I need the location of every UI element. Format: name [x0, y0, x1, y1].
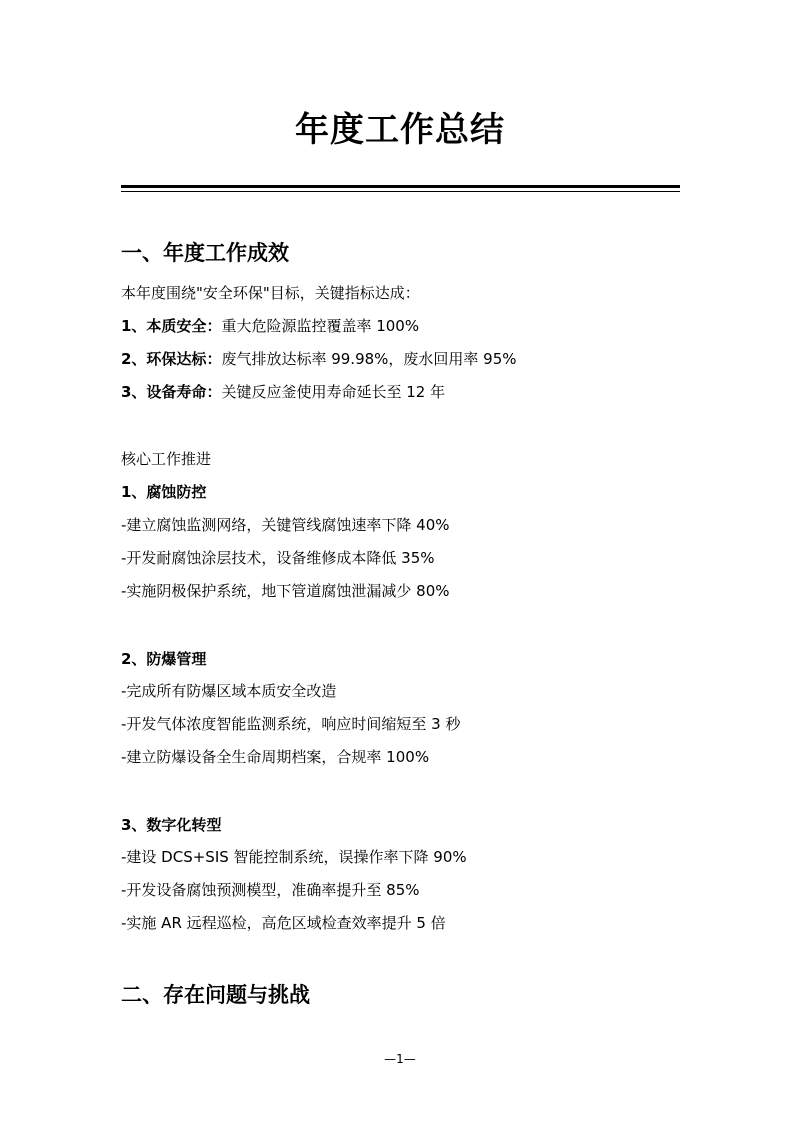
title-rule-thick [121, 185, 680, 188]
kpi-item [121, 314, 419, 338]
list-item: -建立防爆设备全生命周期档案，合规率 100% [121, 748, 430, 766]
kpi-text: 关键反应釜使用寿命延长至 12 年 [221, 383, 446, 401]
kpi-label: 2、环保达标： [121, 350, 222, 368]
list-item: -实施阴极保护系统，地下管道腐蚀泄漏减少 80% [121, 582, 450, 600]
page-number: —1— [384, 1052, 416, 1066]
intro-text: 本年度围绕"安全环保"目标，关键指标达成： [121, 284, 420, 302]
group-heading-explosion-proof: 2、防爆管理 [121, 650, 207, 668]
kpi-item [121, 347, 517, 371]
group-heading-corrosion: 1、腐蚀防控 [121, 483, 207, 501]
section-heading-achievements: 一、年度工作成效 [121, 241, 289, 265]
list-item: -开发耐腐蚀涂层技术，设备维修成本降低 35% [121, 549, 435, 567]
list-item: -建设 DCS+SIS 智能控制系统，误操作率下降 90% [121, 848, 467, 866]
group-heading-digital: 3、数字化转型 [121, 816, 222, 834]
section-heading-problems: 二、存在问题与挑战 [121, 983, 310, 1007]
kpi-item [121, 380, 445, 404]
title-rule-thin [121, 191, 680, 192]
list-item: -完成所有防爆区域本质安全改造 [121, 682, 337, 700]
kpi-label: 3、设备寿命： [121, 383, 222, 401]
list-item: -实施 AR 远程巡检，高危区域检查效率提升 5 倍 [121, 914, 446, 932]
kpi-label: 1、本质安全： [121, 317, 222, 335]
kpi-text: 重大危险源监控覆盖率 100% [221, 317, 420, 335]
page-title: 年度工作总结 [295, 110, 505, 150]
list-item: -建立腐蚀监测网络，关键管线腐蚀速率下降 40% [121, 516, 450, 534]
kpi-text: 废气排放达标率 99.98%，废水回用率 95% [221, 350, 517, 368]
list-item: -开发设备腐蚀预测模型，准确率提升至 85% [121, 881, 420, 899]
list-item: -开发气体浓度智能监测系统，响应时间缩短至 3 秒 [121, 715, 461, 733]
core-work-label: 核心工作推进 [121, 450, 212, 468]
